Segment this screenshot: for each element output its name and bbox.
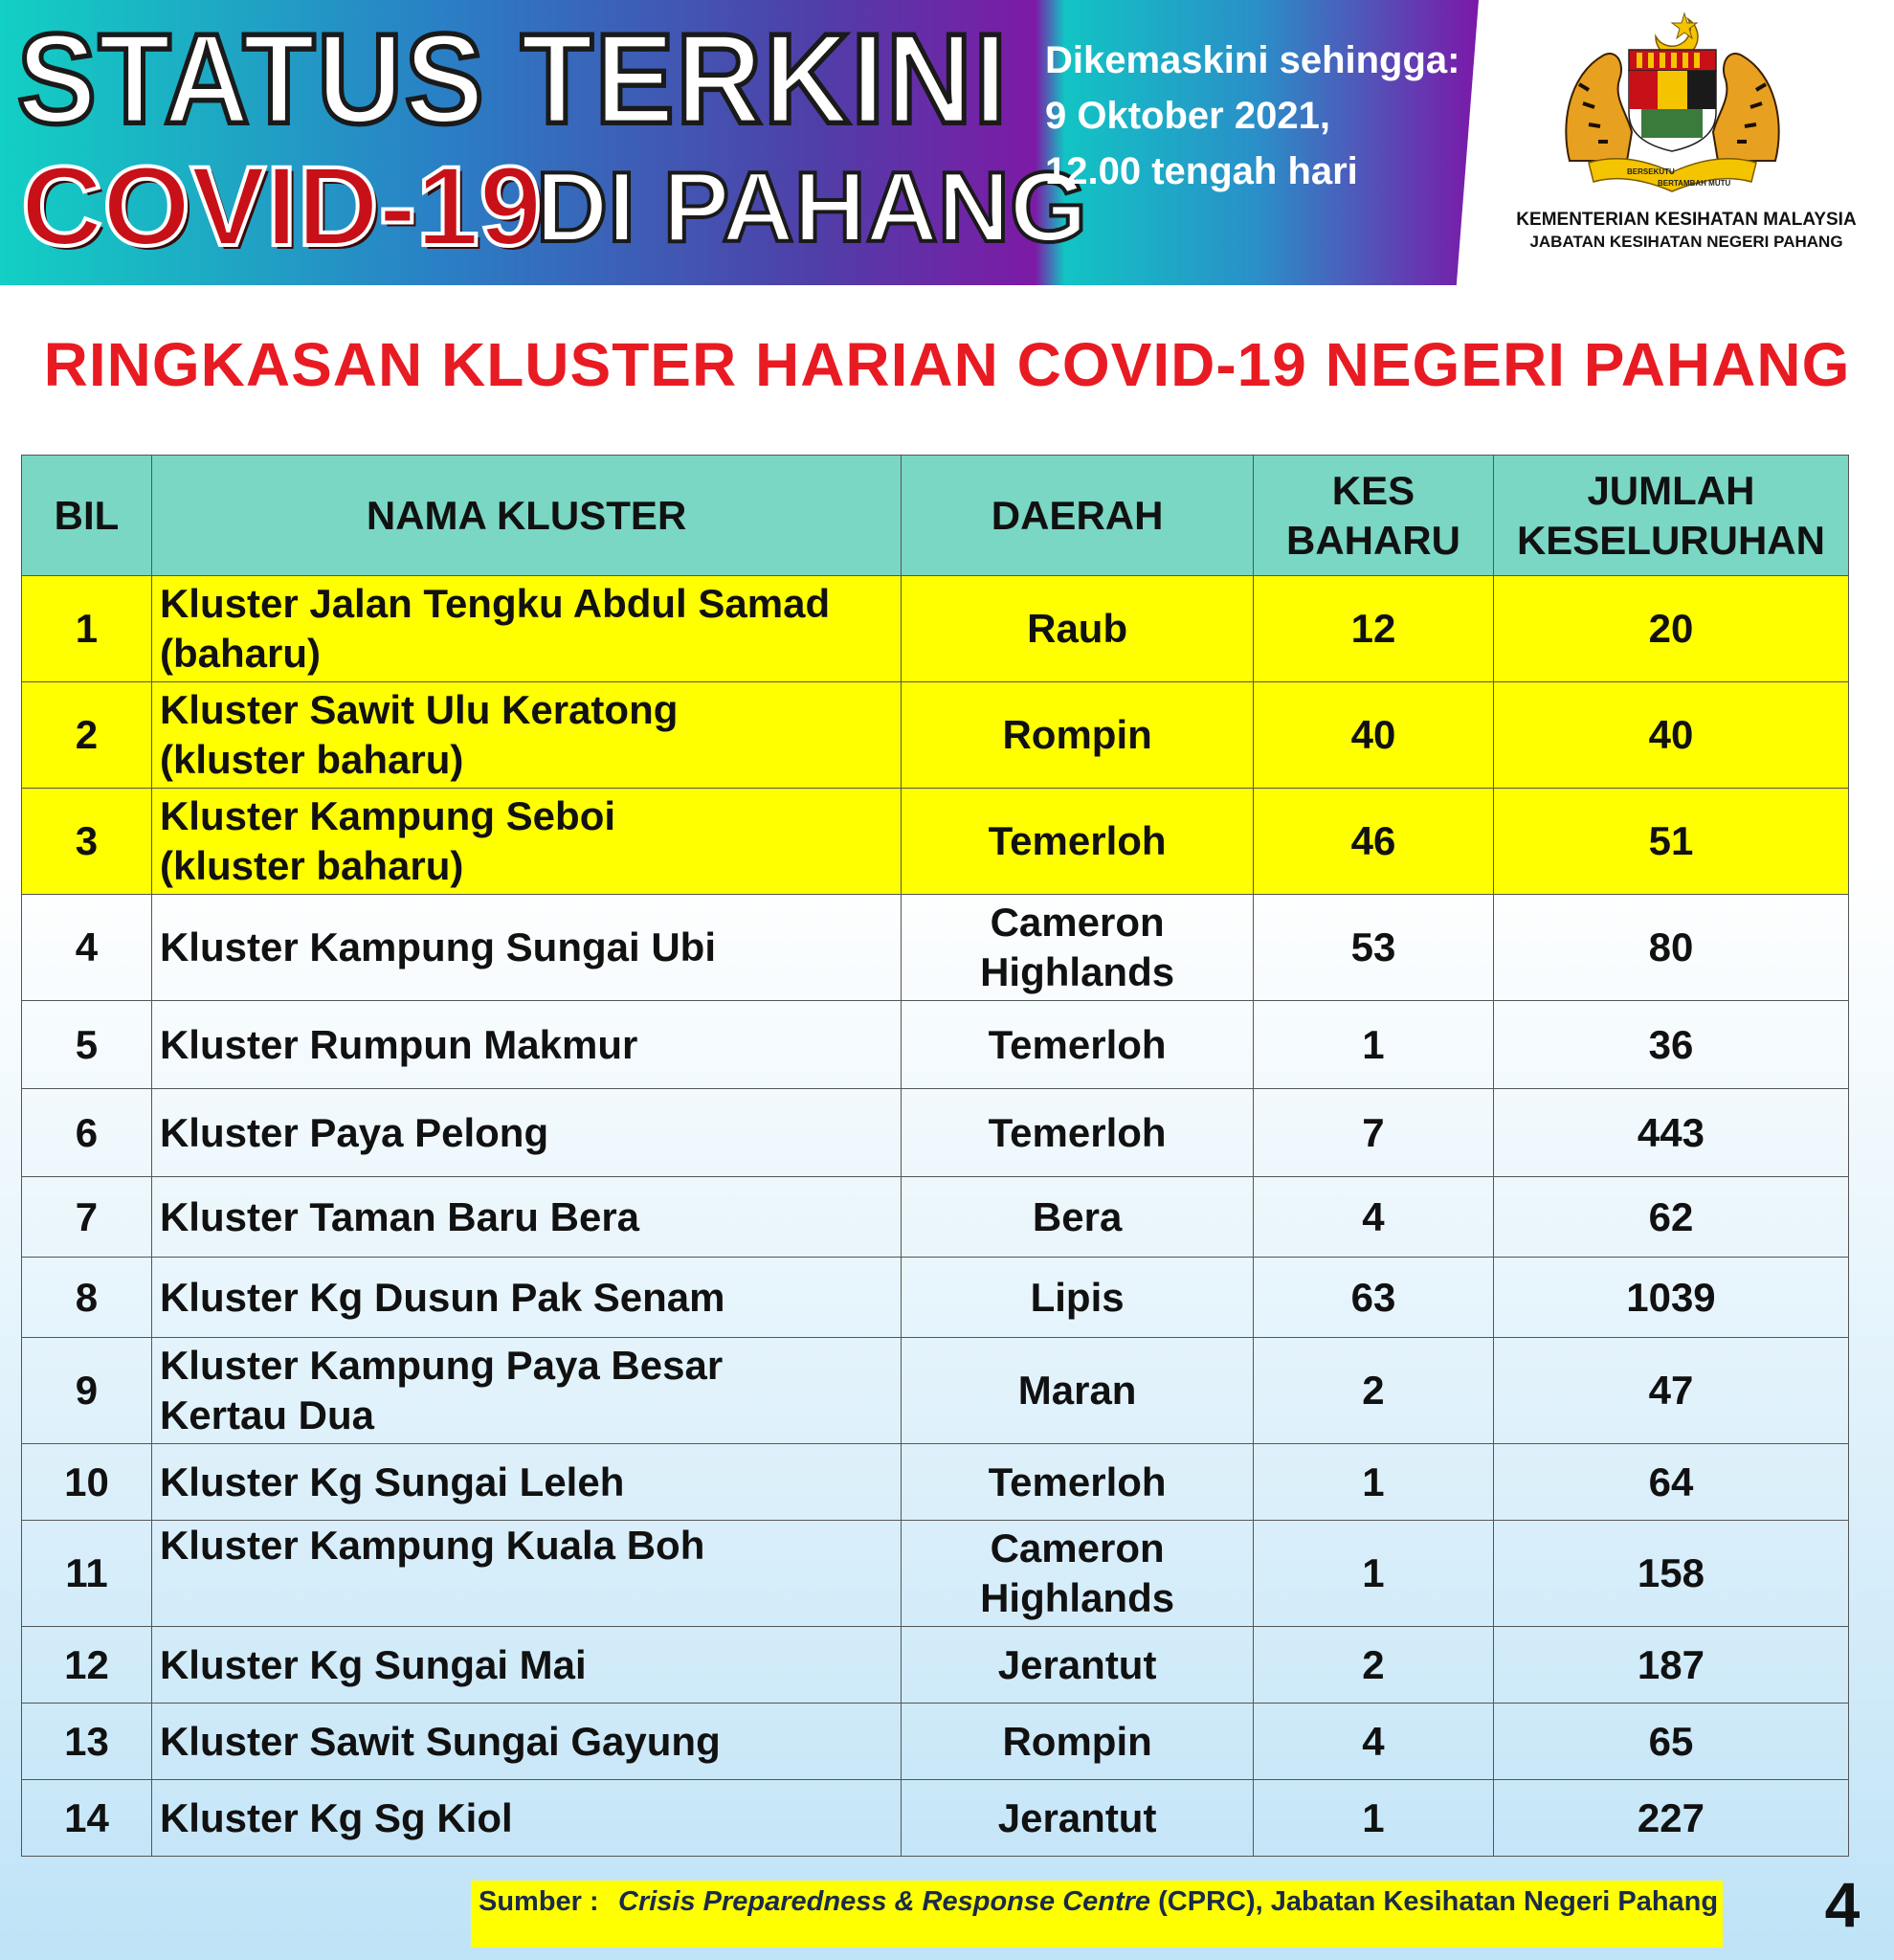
cell-nama-kluster <box>151 1521 901 1627</box>
cell-name-line1: Kluster Sawit Ulu Keratong <box>159 687 679 732</box>
table-row <box>22 1258 1849 1338</box>
cell-daerah-line1: Bera <box>1032 1193 1123 1239</box>
cell-jumlah <box>1493 1258 1848 1338</box>
table-body <box>22 576 1849 1857</box>
cell-bil <box>22 895 152 1001</box>
cell-kes-baharu <box>1254 1704 1494 1780</box>
cell-bil-text: 5 <box>75 1021 99 1067</box>
cell-daerah-line1: Raub <box>1027 606 1128 651</box>
cell-daerah-line1: Cameron <box>990 1526 1165 1570</box>
cell-jumlah-text: 227 <box>1637 1794 1705 1840</box>
cell-daerah-line1: Lipis <box>1030 1274 1125 1320</box>
cell-daerah <box>902 576 1254 682</box>
cell-name-line2: (baharu) <box>159 631 321 676</box>
cell-nama-kluster <box>151 682 901 789</box>
cell-kes-text: 63 <box>1350 1274 1396 1320</box>
cell-kes-text: 1 <box>1362 1459 1385 1504</box>
cell-name-line1: Kluster Kg Sg Kiol <box>159 1794 513 1840</box>
cell-nama-kluster <box>151 1177 901 1258</box>
cell-name-line1: Kluster Kampung Seboi <box>159 793 616 838</box>
cell-bil <box>22 1089 152 1177</box>
cell-name-line1: Kluster Jalan Tengku Abdul Samad <box>159 581 831 626</box>
cell-daerah <box>902 789 1254 895</box>
table-row <box>22 1001 1849 1089</box>
cell-kes-baharu <box>1254 1001 1494 1089</box>
cell-daerah-line1: Rompin <box>1002 1718 1152 1764</box>
cell-jumlah-text: 51 <box>1648 818 1694 863</box>
cluster-table <box>21 455 1849 1857</box>
cell-kes-baharu <box>1254 895 1494 1001</box>
cell-daerah <box>902 1704 1254 1780</box>
cell-kes-text: 1 <box>1362 1550 1385 1595</box>
cell-bil-text: 8 <box>75 1274 99 1320</box>
cell-bil-text: 3 <box>75 818 99 863</box>
cell-jumlah-text: 1039 <box>1626 1274 1716 1320</box>
col-header-kes-baharu <box>1254 456 1494 576</box>
update-date: 9 Oktober 2021, <box>1045 95 1330 137</box>
cell-jumlah-text: 187 <box>1637 1641 1705 1687</box>
table-row <box>22 1089 1849 1177</box>
cell-name-line1: Kluster Kampung Sungai Ubi <box>159 924 716 969</box>
col-header-kes-line1: KES <box>1331 467 1415 513</box>
source-label: Sumber : <box>479 1886 599 1917</box>
cell-kes-baharu <box>1254 1258 1494 1338</box>
table-row <box>22 1704 1849 1780</box>
update-time: 12.00 tengah hari <box>1045 150 1358 192</box>
cell-jumlah <box>1493 1444 1848 1521</box>
cell-jumlah-text: 20 <box>1648 606 1694 651</box>
malaysia-coat-of-arms-icon <box>1550 8 1794 199</box>
ministry-name <box>1479 209 1894 253</box>
cell-daerah <box>902 895 1254 1001</box>
table-row <box>22 1444 1849 1521</box>
cell-nama-kluster <box>151 1258 901 1338</box>
cell-daerah-line1: Rompin <box>1002 712 1152 757</box>
cell-daerah <box>902 1258 1254 1338</box>
table-row <box>22 1780 1849 1857</box>
cell-kes-text: 1 <box>1362 1794 1385 1840</box>
cell-daerah-line1: Temerloh <box>988 818 1167 863</box>
cell-daerah <box>902 1521 1254 1627</box>
col-header-jumlah-keseluruhan <box>1493 456 1848 576</box>
table-row <box>22 682 1849 789</box>
cell-nama-kluster <box>151 576 901 682</box>
cell-bil <box>22 1001 152 1089</box>
cell-name-line1: Kluster Rumpun Makmur <box>159 1021 638 1067</box>
cell-bil-text: 1 <box>75 606 99 651</box>
cell-daerah-line2: Highlands <box>980 949 1175 994</box>
col-header-jumlah-line2: KESELURUHAN <box>1516 517 1825 563</box>
cell-jumlah-text: 65 <box>1648 1718 1694 1764</box>
col-header-kes-line2: BAHARU <box>1285 517 1460 563</box>
cell-jumlah-text: 443 <box>1637 1109 1705 1155</box>
cell-daerah-line2: Highlands <box>980 1575 1175 1620</box>
cell-bil <box>22 1627 152 1704</box>
cell-bil <box>22 789 152 895</box>
cell-jumlah <box>1493 1001 1848 1089</box>
cell-jumlah <box>1493 895 1848 1001</box>
cell-nama-kluster <box>151 1704 901 1780</box>
cell-jumlah <box>1493 1627 1848 1704</box>
cell-bil-text: 14 <box>64 1794 109 1840</box>
cell-kes-baharu <box>1254 789 1494 895</box>
cell-jumlah-text: 47 <box>1648 1368 1694 1413</box>
table-row <box>22 1177 1849 1258</box>
cell-bil-text: 11 <box>65 1550 108 1595</box>
cell-kes-text: 2 <box>1362 1641 1385 1687</box>
cell-bil-text: 10 <box>64 1459 109 1504</box>
cell-nama-kluster <box>151 1627 901 1704</box>
table-header-row <box>22 456 1849 576</box>
cell-jumlah-text: 80 <box>1648 924 1694 969</box>
col-header-jumlah-line1: JUMLAH <box>1587 467 1755 513</box>
cell-jumlah-text: 62 <box>1648 1193 1694 1239</box>
title-covid-19: COVID-19 <box>21 144 543 270</box>
table-row <box>22 1521 1849 1627</box>
cell-bil-text: 12 <box>64 1641 109 1687</box>
cell-name-line1: Kluster Paya Pelong <box>159 1109 549 1155</box>
cell-daerah <box>902 1089 1254 1177</box>
cell-jumlah-text: 64 <box>1648 1459 1694 1504</box>
table-row <box>22 895 1849 1001</box>
cell-kes-baharu <box>1254 682 1494 789</box>
cell-jumlah <box>1493 1521 1848 1627</box>
cell-bil <box>22 1177 152 1258</box>
cell-nama-kluster <box>151 1780 901 1857</box>
cell-daerah <box>902 1177 1254 1258</box>
cell-jumlah <box>1493 1338 1848 1444</box>
cell-bil <box>22 1704 152 1780</box>
cell-name-line1: Kluster Kg Sungai Leleh <box>159 1459 625 1504</box>
cell-jumlah <box>1493 1177 1848 1258</box>
cell-daerah <box>902 682 1254 789</box>
cell-kes-baharu <box>1254 1089 1494 1177</box>
cell-daerah-line1: Maran <box>1017 1368 1137 1413</box>
cell-name-line1: Kluster Kg Dusun Pak Senam <box>159 1274 725 1320</box>
cell-jumlah-text: 158 <box>1637 1550 1705 1595</box>
cell-kes-baharu <box>1254 576 1494 682</box>
cell-daerah-line1: Temerloh <box>988 1021 1167 1067</box>
cell-bil <box>22 1258 152 1338</box>
table-row <box>22 789 1849 895</box>
cell-daerah <box>902 1444 1254 1521</box>
cell-kes-text: 12 <box>1350 606 1396 651</box>
source-organization: Crisis Preparedness & Response Centre <box>618 1886 1151 1917</box>
title-di-pahang: DI PAHANG <box>536 152 1087 263</box>
cell-kes-text: 1 <box>1362 1021 1385 1067</box>
cell-daerah-line1: Jerantut <box>997 1794 1157 1840</box>
col-header-bil: BIL <box>22 456 152 576</box>
cell-kes-text: 4 <box>1362 1718 1385 1764</box>
cell-kes-baharu <box>1254 1780 1494 1857</box>
cell-jumlah <box>1493 682 1848 789</box>
cell-bil-text: 9 <box>75 1368 99 1413</box>
cell-kes-text: 40 <box>1350 712 1396 757</box>
update-info <box>1045 33 1466 199</box>
cell-jumlah-text: 40 <box>1648 712 1694 757</box>
cell-bil-text: 2 <box>75 712 99 757</box>
cell-kes-baharu <box>1254 1627 1494 1704</box>
cell-name-line1: Kluster Kg Sungai Mai <box>159 1641 587 1687</box>
col-header-nama-kluster: NAMA KLUSTER <box>151 456 901 576</box>
source-rest: (CPRC), Jabatan Kesihatan Negeri Pahang <box>1150 1886 1719 1917</box>
col-header-daerah: DAERAH <box>902 456 1254 576</box>
cell-bil-text: 13 <box>64 1718 109 1764</box>
cell-bil <box>22 576 152 682</box>
cell-daerah-line1: Jerantut <box>997 1641 1157 1687</box>
cell-name-line2: (kluster baharu) <box>159 737 464 782</box>
cell-daerah-line1: Cameron <box>990 900 1165 945</box>
crest-motto-right: BERTAMBAH MUTU <box>1658 179 1731 188</box>
cell-jumlah <box>1493 1704 1848 1780</box>
cell-daerah <box>902 1001 1254 1089</box>
cell-name-line1: Kluster Taman Baru Bera <box>159 1193 640 1239</box>
cell-kes-baharu <box>1254 1521 1494 1627</box>
table-row <box>22 1627 1849 1704</box>
cell-kes-text: 2 <box>1362 1368 1385 1413</box>
cell-jumlah <box>1493 789 1848 895</box>
cell-kes-baharu <box>1254 1444 1494 1521</box>
ministry-line-2: JABATAN KESIHATAN NEGERI PAHANG <box>1529 233 1843 251</box>
cell-daerah <box>902 1780 1254 1857</box>
source-note <box>471 1881 1723 1948</box>
cell-name-line2: (kluster baharu) <box>159 843 464 888</box>
cell-nama-kluster <box>151 1001 901 1089</box>
cell-name-line1: Kluster Kampung Paya Besar <box>159 1343 724 1388</box>
cell-kes-text: 4 <box>1362 1193 1385 1239</box>
update-label: Dikemaskini sehingga: <box>1045 39 1460 81</box>
crest-motto-left: BERSEKUTU <box>1627 167 1675 176</box>
cell-jumlah <box>1493 1089 1848 1177</box>
cell-daerah <box>902 1338 1254 1444</box>
cell-jumlah <box>1493 576 1848 682</box>
cell-bil-text: 4 <box>75 924 99 969</box>
cell-kes-text: 46 <box>1350 818 1396 863</box>
cell-bil <box>22 1444 152 1521</box>
cell-nama-kluster <box>151 895 901 1001</box>
cell-bil <box>22 1780 152 1857</box>
table-row <box>22 1338 1849 1444</box>
cell-jumlah-text: 36 <box>1648 1021 1694 1067</box>
cell-daerah-line1: Temerloh <box>988 1109 1167 1155</box>
cell-daerah <box>902 1627 1254 1704</box>
cell-nama-kluster <box>151 1444 901 1521</box>
cell-nama-kluster <box>151 789 901 895</box>
cell-bil <box>22 1338 152 1444</box>
cell-kes-text: 7 <box>1362 1109 1385 1155</box>
cell-nama-kluster <box>151 1089 901 1177</box>
cell-kes-baharu <box>1254 1177 1494 1258</box>
title-status-terkini: STATUS TERKINI <box>17 8 1010 151</box>
cell-bil <box>22 682 152 789</box>
cell-daerah-line1: Temerloh <box>988 1459 1167 1504</box>
ministry-line-1: KEMENTERIAN KESIHATAN MALAYSIA <box>1516 210 1857 230</box>
page-title: RINGKASAN KLUSTER HARIAN COVID-19 NEGERI PAHANG <box>43 330 1851 399</box>
cell-jumlah <box>1493 1780 1848 1857</box>
cell-bil-text: 6 <box>75 1109 99 1155</box>
table-row <box>22 576 1849 682</box>
header-banner-area <box>0 0 1894 285</box>
cell-bil <box>22 1521 152 1627</box>
cell-kes-baharu <box>1254 1338 1494 1444</box>
cell-name-line1: Kluster Sawit Sungai Gayung <box>159 1718 721 1764</box>
page-number: 4 <box>1824 1869 1861 1940</box>
cell-name-line1: Kluster Kampung Kuala Boh <box>159 1523 705 1568</box>
cell-nama-kluster <box>151 1338 901 1444</box>
cell-name-line2: Kertau Dua <box>159 1392 375 1437</box>
cell-bil-text: 7 <box>75 1193 99 1239</box>
cell-kes-text: 53 <box>1350 924 1396 969</box>
